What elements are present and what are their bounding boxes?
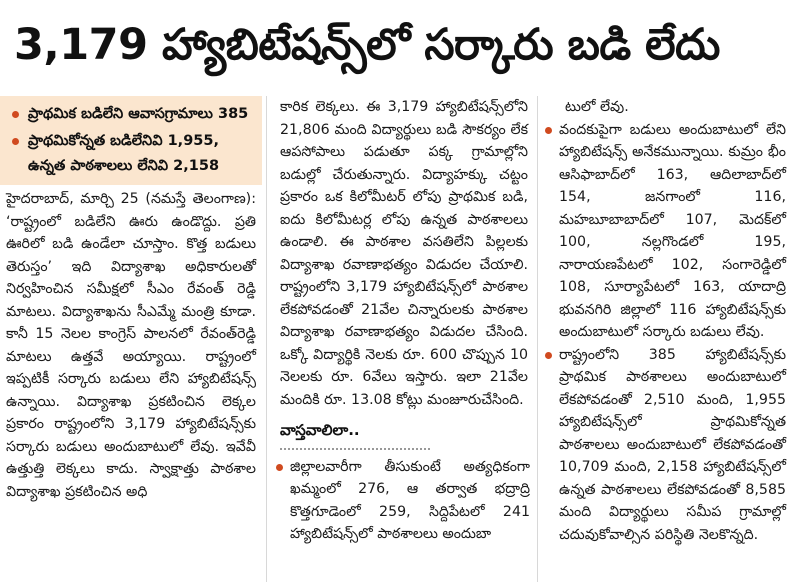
article-body-1: హైదరాబాద్, మార్చి 25 (నమస్తే తెలంగాణ): ‘రాష్ట్రంలో బడిలేని ఊరు ఉండొద్దు. ప్రతి ఊరిలో బడి ఉండేలా చూస్తాం. కొత్త బడులు తెరుస్తం’ ఇది విద్యాశాఖ అధికారులతో నిర్వహించిన సమీక్షలో సీఎం రేవంత్ రెడ్డి మాటలు. విద్యాశాఖను సీఎమ్మే మంత్రి కూడా. కానీ 15 నెలల కాంగ్రెస్ పాలనలో రేవంత్‌రెడ్డి మాటలు ఉత్తవే అయ్యాయి. రాష్ట్రంలో ఇప్పటికీ సర్కారు బడులు లేని హ్యాబిటేషన్స్ ఉన్నాయి. విద్యాశాఖ ప్రకటించిన లెక్కల ప్రకారం రాష్ట్రంలోని 3,179 హ్యాబిటేషన్స్‌కు సర్కారు బడులు అందుబాటులో లేవు. ఇవేవీ ఉత్తుత్తి లెక్కలు కాదు. స్వాక్షాత్తు పాఠశాల విద్యాశాఖ ప్రకటించిన అధి [6, 191, 256, 500]
continued-text: టులో లేవు. [565, 99, 629, 115]
bullet-icon [276, 464, 283, 471]
highlight-item [8, 102, 256, 127]
headline: 3,179 హ్యాబిటేషన్స్‌లో సర్కారు బడి లేదు [14, 20, 720, 70]
bullet-paragraph [541, 344, 790, 547]
highlight-text: ప్రాథమిక బడిలేని ఆవాసగ్రామాలు 385 [28, 106, 249, 122]
bullet-paragraph [272, 456, 534, 546]
column-3 [541, 96, 790, 582]
column-2 [272, 96, 534, 582]
subheading: వాస్తవాలిలా.. [280, 421, 360, 439]
highlights-box [0, 96, 262, 185]
highlight-item [8, 129, 256, 179]
column-divider [266, 96, 267, 582]
bullet-text: రాష్ట్రంలోని 385 హ్యాబిటేషన్స్‌కు ప్రాథమిక పాఠశాలలు అందుబాటులో లేకపోవడంతో 2,510 మంది, 1,955 హ్యాబిటేషన్స్‌లో ప్రాథమికోన్నత పాఠశాలలు అందుబాటులో లేకపోవడంతో 10,709 మంది, 2,158 హ్యాబిటేషన్స్‌లో ఉన్నత పాఠశాలలు లేకపోవడంతో 8,585 మంది విద్యార్థులు సమీప గ్రామాల్లో చదువుకోవాల్సిన పరిస్థితి నెలకొన్నది. [559, 346, 786, 543]
highlight-text: ప్రాథమికోన్నత బడిలేనివి 1,955, ఉన్నత పాఠశాలలు లేనివి 2,158 [28, 133, 220, 174]
column-divider [537, 96, 538, 582]
bullet-icon [545, 127, 552, 134]
bullet-icon [545, 352, 552, 359]
column-1 [0, 96, 262, 582]
bullet-icon [12, 138, 19, 145]
bullet-text: వందకుపైగా బడులు అందుబాటులో లేని హ్యాబిటేషన్స్ అనేకమున్నాయి. కుమ్రం భీం ఆసిఫాబాద్‌లో 163, ఆదిలాబాద్‌లో 154, జనగాంలో 116, మహబూబాబాద్‌లో 107, మెదక్‌లో 100, నల్లగొండలో 195, నారాయణపేటలో 102, సంగారెడ్డిలో 108, సూర్యాపేటలో 163, యాదాద్రి భువనగిరి జిల్లాలో 116 హ్యాబిటేషన్స్‌కు అందుబాటులో సర్కారు బడులు లేవు. [559, 121, 786, 340]
bullet-icon [12, 111, 19, 118]
bullet-text: జిల్లాలవారీగా తీసుకుంటే అత్యధికంగా ఖమ్మంలో 276, ఆ తర్వాత భద్రాద్రి కొత్తగూడెంలో 259, సిద్దిపేటలో 241 హ్యాబిటేషన్స్‌లో పాఠశాలలు అందుబా [290, 458, 530, 542]
bullet-paragraph [541, 119, 790, 344]
article-body-2: కారిక లెక్కలు. ఈ 3,179 హ్యాబిటేషన్స్‌లోని 21,806 మంది విద్యార్థులు బడి సౌకర్యం లేక ఆపసోపాలు పడుతూ పక్క గ్రామాల్లోని బడుల్లో చేరుతున్నారు. విద్యాహక్కు చట్టం ప్రకారం ఒక కిలోమీటర్ లోపు ప్రాథమిక బడి, ఐదు కిలోమీటర్ల లోపు ఉన్నత పాఠశాలలు ఉండాలి. ఈ పాఠశాల వసతిలేని పిల్లలకు విద్యాశాఖ రవాణాభత్యం విడుదల చేయాలి. రాష్ట్రంలోని 3,179 హ్యాబిటేషన్స్‌లో పాఠశాల లేకపోవడంతో 21వేల చిన్నారులకు పాఠశాల విద్యాశాఖ రవాణాభత్యం విడుదల చేసింది. ఒక్కో విద్యార్థికి నెలకు రూ. 600 చొప్పున 10 నెలలకు రూ. 6వేలు ఇస్తారు. ఇలా 21వేల మందికి రూ. 13.08 కోట్లు మంజూరుచేసింది. [280, 99, 528, 408]
dotted-divider [280, 448, 430, 450]
